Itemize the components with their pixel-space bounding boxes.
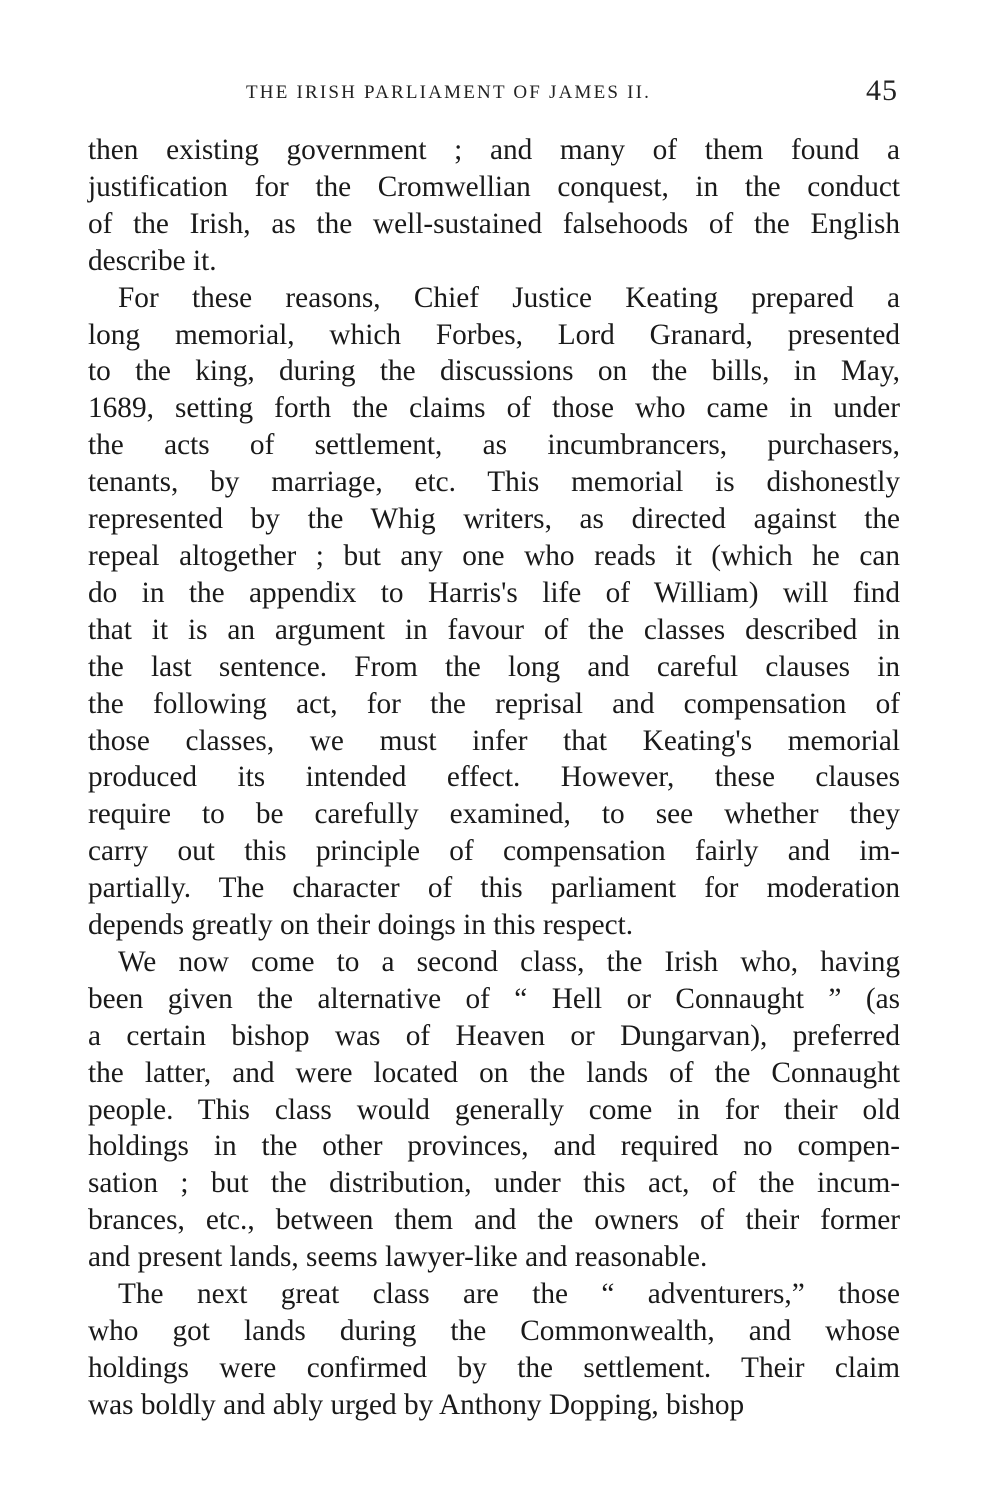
text-line: brances, etc., between them and the owners of their former <box>88 1204 900 1237</box>
text-line: justification for the Cromwellian conquest, in the conduct <box>88 170 900 203</box>
text-line: long memorial, which Forbes, Lord Granard, presented <box>88 318 900 351</box>
text-line: partially. The character of this parliament for moderation <box>88 872 900 905</box>
text-line: The next great class are the “ adventurers,” those <box>118 1278 900 1311</box>
running-title: THE IRISH PARLIAMENT OF JAMES II. <box>246 82 652 103</box>
book-page <box>88 70 900 1490</box>
text-line: depends greatly on their doings in this respect. <box>88 909 634 942</box>
text-line: that it is an argument in favour of the classes described in <box>88 613 900 646</box>
text-line: a certain bishop was of Heaven or Dungarvan), preferred <box>88 1019 900 1052</box>
paragraph <box>88 132 900 280</box>
running-head <box>88 70 900 110</box>
text-line: holdings were confirmed by the settlement. Their claim <box>88 1351 900 1384</box>
paragraph <box>88 280 900 944</box>
text-line: sation ; but the distribution, under this act, of the incum- <box>88 1167 900 1200</box>
paragraph <box>88 1276 900 1424</box>
text-line: and present lands, seems lawyer-like and reasonable. <box>88 1241 708 1274</box>
text-line: then existing government ; and many of them found a <box>88 134 900 166</box>
text-line: 1689, setting forth the claims of those who came in under <box>88 392 900 425</box>
text-line: been given the alternative of “ Hell or Connaught ” (as <box>88 982 900 1015</box>
text-line: repeal altogether ; but any one who reads it (which he can <box>88 539 900 572</box>
text-line: represented by the Whig writers, as directed against the <box>88 503 900 536</box>
text-line: the last sentence. From the long and careful clauses in <box>88 650 900 683</box>
paragraph <box>88 944 900 1276</box>
text-line: For these reasons, Chief Justice Keating prepared a <box>118 281 900 314</box>
text-line: people. This class would generally come in for their old <box>88 1093 900 1126</box>
text-line: produced its intended effect. However, these clauses <box>88 761 900 794</box>
text-line: tenants, by marriage, etc. This memorial is dishonestly <box>88 466 900 499</box>
text-line: We now come to a second class, the Irish who, having <box>118 945 900 978</box>
text-line: carry out this principle of compensation fairly and im- <box>88 835 900 868</box>
text-line: the following act, for the reprisal and compensation of <box>88 687 900 720</box>
text-line: was boldly and ably urged by Anthony Dopping, bishop <box>88 1388 745 1421</box>
text-line: to the king, during the discussions on the bills, in May, <box>88 355 900 388</box>
text-line: the acts of settlement, as incumbrancers, purchasers, <box>88 429 900 462</box>
text-line: require to be carefully examined, to see whether they <box>88 798 900 831</box>
text-line: who got lands during the Commonwealth, and whose <box>88 1315 900 1347</box>
text-line: the latter, and were located on the lands of the Connaught <box>88 1056 900 1089</box>
body-text <box>88 132 900 1424</box>
text-line: of the Irish, as the well-sustained falsehoods of the English <box>88 207 900 240</box>
text-line: do in the appendix to Harris's life of William) will find <box>88 576 900 609</box>
text-line: describe it. <box>88 244 217 277</box>
page-number: 45 <box>866 74 898 107</box>
text-line: those classes, we must infer that Keating's memorial <box>88 724 900 757</box>
text-line: holdings in the other provinces, and required no compen- <box>88 1130 900 1163</box>
